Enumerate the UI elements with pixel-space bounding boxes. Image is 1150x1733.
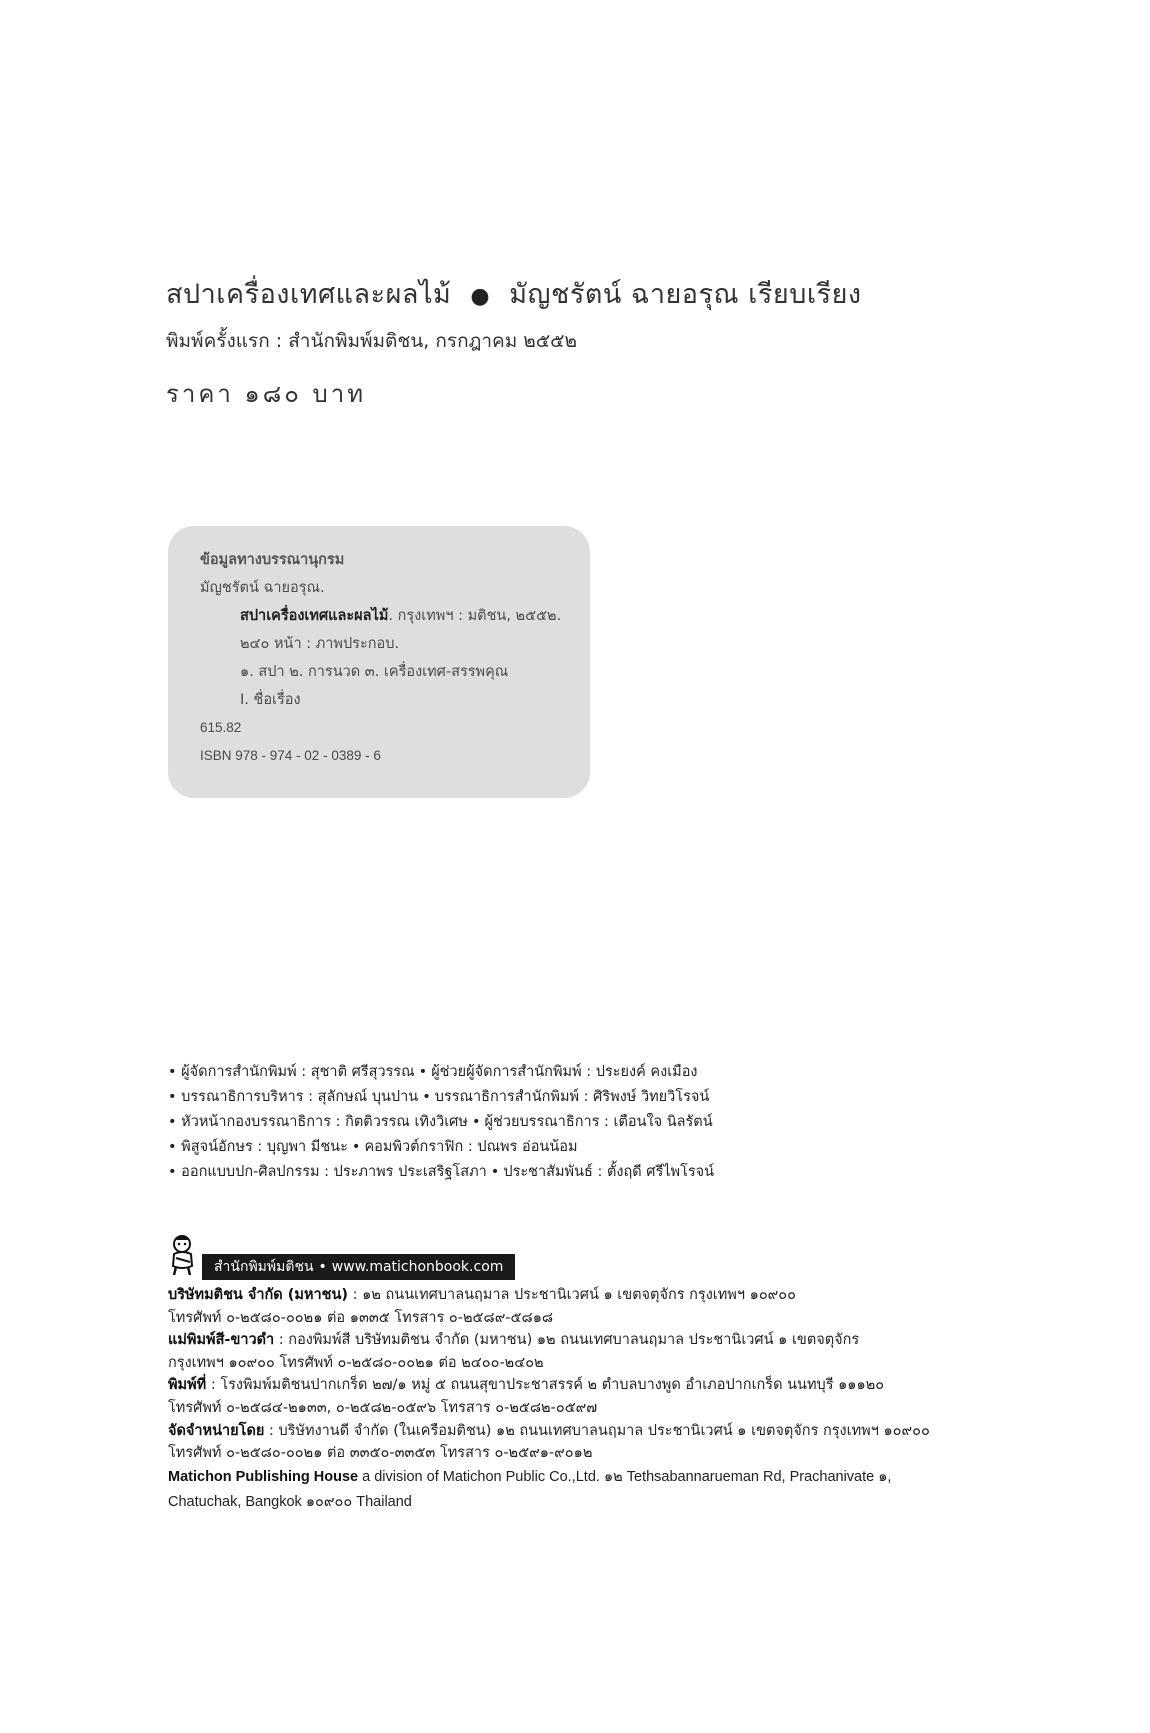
publisher-banner-bar bbox=[202, 1254, 515, 1280]
credit-bullet: • bbox=[471, 1114, 481, 1130]
book-title-line bbox=[166, 272, 862, 315]
credit-bullet: • bbox=[351, 1139, 361, 1155]
credit-item: • หัวหน้ากองบรรณาธิการ : กิตติวรรณ เทิงวิเศษ bbox=[168, 1114, 468, 1130]
catalog-isbn: ISBN 978 - 974 - 02 - 0389 - 6 bbox=[200, 748, 381, 763]
printer-label: พิมพ์ที่ bbox=[168, 1377, 207, 1394]
color-plate-phone: กรุงเทพฯ ๑๐๙๐๐ โทรศัพท์ ๐-๒๕๘๐-๐๐๒๑ ต่อ ๒๔๐๐-๒๔๐๒ bbox=[168, 1354, 544, 1371]
publisher-banner bbox=[168, 1234, 688, 1280]
printer-phone: โทรศัพท์ ๐-๒๕๘๔-๒๑๓๓, ๐-๒๕๘๒-๐๕๙๖ โทรสาร ๐-๒๕๘๒-๐๕๙๗ bbox=[168, 1399, 598, 1416]
credit-item: ผู้ช่วยบรรณาธิการ : เตือนใจ นิลรัตน์ bbox=[484, 1114, 713, 1130]
credit-row bbox=[168, 1060, 714, 1085]
english-publisher-label: Matichon Publishing House bbox=[168, 1468, 359, 1485]
credit-item: คอมพิวต์กราฟิก : ปณพร อ่อนน้อม bbox=[364, 1139, 578, 1155]
book-title: สปาเครื่องเทศและผลไม้ bbox=[166, 279, 452, 310]
color-plate-label: แม่พิมพ์สี-ขาวดำ bbox=[168, 1332, 275, 1349]
credit-bullet: • bbox=[418, 1064, 428, 1080]
english-publisher-text: a division of Matichon Public Co.,Ltd. ๑๒ Tethsabannarueman Rd, Prachanivate ๑, bbox=[358, 1468, 892, 1485]
company-address bbox=[168, 1284, 1108, 1307]
banner-bullet: • bbox=[318, 1259, 327, 1275]
price: ราคา ๑๘๐ บาท bbox=[166, 380, 367, 408]
catalog-title-entry: I. ชื่อเรื่อง bbox=[240, 692, 301, 708]
title-bullet: ● bbox=[470, 284, 491, 309]
catalog-classification: 615.82 bbox=[200, 720, 242, 735]
staff-credits bbox=[168, 1060, 714, 1185]
company-label: บริษัทมติชน จำกัด (มหาชน) bbox=[168, 1287, 349, 1303]
catalog-title-rest: . กรุงเทพฯ : มติชน, ๒๕๕๒. bbox=[388, 608, 562, 624]
credit-item: บรรณาธิการสำนักพิมพ์ : ศิริพงษ์ วิทยวิโรจน์ bbox=[434, 1089, 710, 1105]
color-plate-address bbox=[168, 1329, 1108, 1352]
mascot-logo-icon bbox=[168, 1234, 198, 1276]
catalog-subjects: ๑. สปา ๒. การนวด ๓. เครื่องเทศ-สรรพคุณ bbox=[240, 664, 509, 680]
distributor-phone: โทรศัพท์ ๐-๒๕๘๐-๐๐๒๑ ต่อ ๓๓๕๐-๓๓๕๓ โทรสาร ๐-๒๕๙๑-๙๐๑๒ bbox=[168, 1445, 593, 1462]
credit-row bbox=[168, 1160, 714, 1185]
catalog-title-bold: สปาเครื่องเทศและผลไม้ bbox=[240, 608, 389, 624]
credit-bullet: • bbox=[490, 1164, 500, 1180]
catalog-heading: ข้อมูลทางบรรณานุกรม bbox=[200, 552, 345, 568]
printer-address bbox=[168, 1374, 1108, 1397]
english-publisher-city: Chatuchak, Bangkok ๑๐๙๐๐ Thailand bbox=[168, 1493, 412, 1510]
distributor-label: จัดจำหน่ายโดย bbox=[168, 1422, 265, 1439]
english-publisher-line bbox=[168, 1465, 1108, 1490]
publisher-addresses bbox=[168, 1284, 1108, 1515]
publisher-url: www.matichonbook.com bbox=[331, 1259, 504, 1275]
credit-row bbox=[168, 1110, 714, 1135]
color-plate-text: : กองพิมพ์สี บริษัทมติชน จำกัด (มหาชน) ๑๒ ถนนเทศบาลนฤมาล ประชานิเวศน์ ๑ เขตจตุจักร bbox=[274, 1332, 860, 1349]
catalog-title bbox=[200, 602, 590, 630]
catalog-author: มัญชรัตน์ ฉายอรุณ. bbox=[200, 580, 325, 596]
credit-item: ประชาสัมพันธ์ : ตั้งฤดี ศรีไพโรจน์ bbox=[503, 1164, 715, 1180]
distributor-address bbox=[168, 1420, 1108, 1443]
company-text: : ๑๒ ถนนเทศบาลนฤมาล ประชานิเวศน์ ๑ เขตจตุจักร กรุงเทพฯ ๑๐๙๐๐ bbox=[348, 1287, 796, 1303]
credit-row bbox=[168, 1085, 714, 1110]
credit-item: • ผู้จัดการสำนักพิมพ์ : สุชาติ ศรีสุวรรณ bbox=[168, 1064, 415, 1080]
catalog-pages: ๒๔๐ หน้า : ภาพประกอบ. bbox=[240, 636, 400, 652]
printing-info: พิมพ์ครั้งแรก : สำนักพิมพ์มติชน, กรกฎาคม ๒๕๕๒ bbox=[166, 330, 578, 352]
credit-item: ผู้ช่วยผู้จัดการสำนักพิมพ์ : ประยงค์ คงเมือง bbox=[431, 1064, 698, 1080]
credit-item: • ออกแบบปก-ศิลปกรรม : ประภาพร ประเสริฐโสภา bbox=[168, 1164, 487, 1180]
credit-item: • พิสูจน์อักษร : บุญพา มีชนะ bbox=[168, 1139, 348, 1155]
company-phone: โทรศัพท์ ๐-๒๕๘๐-๐๐๒๑ ต่อ ๑๓๓๕ โทรสาร ๐-๒๕๘๙-๕๘๑๘ bbox=[168, 1309, 554, 1326]
credit-bullet: • bbox=[422, 1089, 431, 1105]
credit-item: • บรรณาธิการบริหาร : สุลักษณ์ บุนปาน bbox=[168, 1089, 419, 1105]
cataloging-data-box bbox=[168, 526, 590, 798]
publisher-name: สำนักพิมพ์มติชน bbox=[214, 1259, 314, 1275]
distributor-text: : บริษัทงานดี จำกัด (ในเครือมติชน) ๑๒ ถนนเทศบาลนฤมาล ประชานิเวศน์ ๑ เขตจตุจักร กรุงเทพฯ ๑๐๙๐๐ bbox=[264, 1422, 930, 1439]
printer-text: : โรงพิมพ์มติชนปากเกร็ด ๒๗/๑ หมู่ ๕ ถนนสุขาประชาสรรค์ ๒ ตำบลบางพูด อำเภอปากเกร็ด นนทบุรี ๑๑๑๒๐ bbox=[206, 1377, 885, 1394]
credit-row bbox=[168, 1135, 714, 1160]
author-credit: มัญชรัตน์ ฉายอรุณ เรียบเรียง bbox=[509, 279, 862, 310]
